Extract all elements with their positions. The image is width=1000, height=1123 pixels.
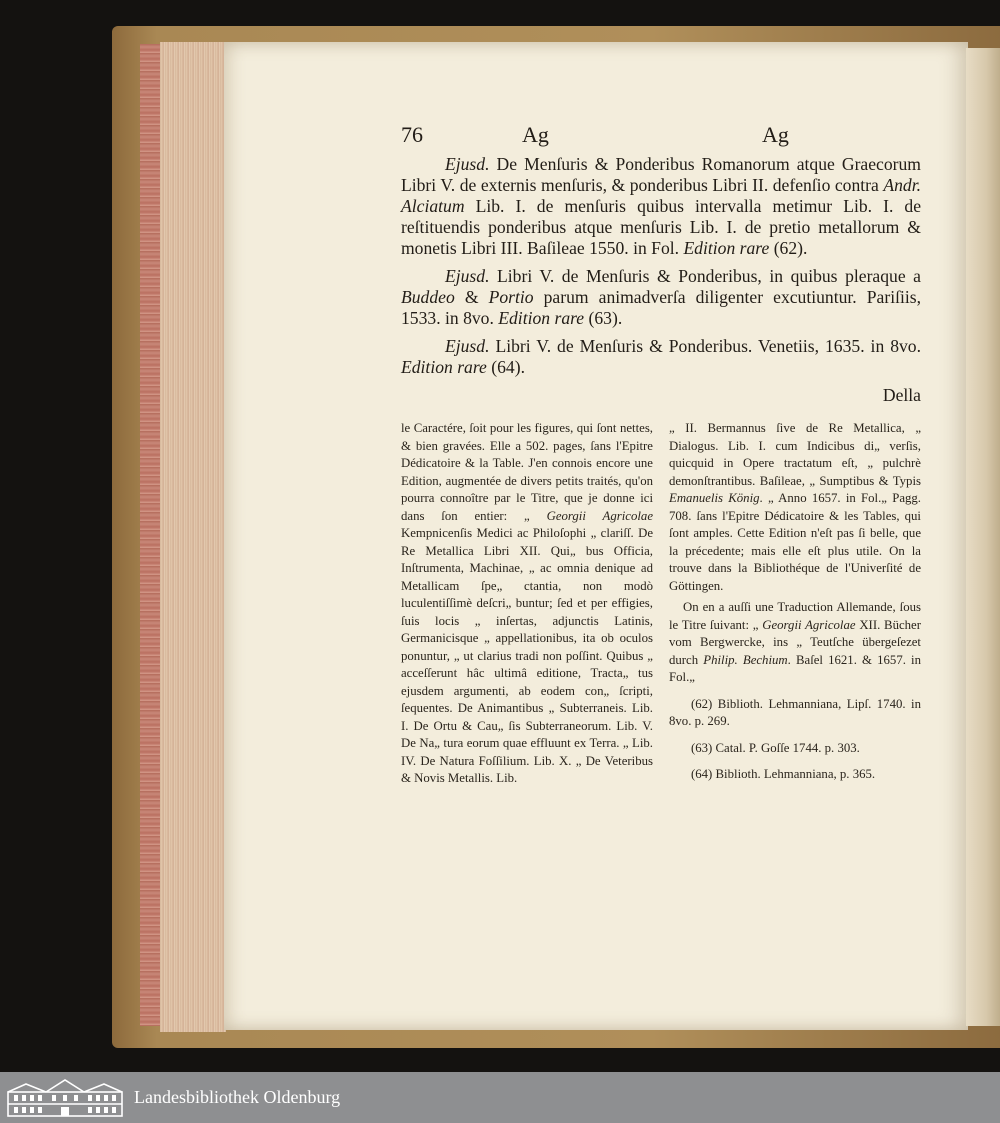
page-stack (160, 42, 226, 1032)
text: parum animadverſa diligenter excutiuntur. Pariſiis, 1533. in 8vo. (401, 287, 922, 328)
italic-text: Emanuelis König (669, 491, 760, 505)
italic-text: Georgii Agricolae (546, 508, 653, 523)
italic-text: Edition rare (401, 357, 487, 377)
italic-text: Buddeo (401, 287, 455, 307)
italic-text: Edition rare (683, 238, 770, 258)
text: (63). (584, 308, 623, 328)
left-column-text (401, 420, 653, 788)
library-building-icon (6, 1078, 124, 1118)
translation-paragraph (669, 599, 921, 687)
italic-text: Edition rare (498, 308, 585, 328)
text: Libri V. de Menſuris & Ponderibus. Venetiis, 1635. in 8vo. (489, 336, 921, 356)
right-column-text (669, 420, 921, 595)
text: (62). (769, 238, 808, 258)
italic-text: Philip. Bechium (703, 652, 788, 667)
text: (64). (486, 357, 525, 377)
text: De Menſuris & Ponderibus Romanorum atque Graecorum Libri V. de externis menſuris, & ponderibus Libri II. defenſio contra (401, 154, 921, 195)
library-name: Landesbibliothek Oldenburg (134, 1087, 341, 1107)
italic-text: Ejusd. (445, 266, 490, 286)
text: Libri V. de Menſuris & Ponderibus, in quibus pleraque a (489, 266, 921, 286)
footnote-64: (64) Biblioth. Lehmanniana, p. 365. (691, 767, 876, 781)
paragraph-1 (401, 154, 921, 259)
italic-text: Ejusd. (445, 336, 490, 356)
paragraph-3 (401, 336, 921, 378)
left-column (401, 420, 653, 788)
text: Lib. I. de menſuris quibus intervalla metimur Lib. I. de reſtituendis ponderibus atque menſuris Lib. I. de pretio metallorum & monetis Libri III. Baſileae 1550. in Fol. (401, 196, 921, 258)
running-header (401, 122, 921, 152)
text: le Caractére, ſoit pour les figures, qui ſont nettes, & bien gravées. Elle a 502. pages, ſans l'Epitre Dédicatoire & la Table. J'en connois encore une Edition, augmentée de divers petits traités, qu'on pourra connoître par le Titre, que je donne ici dans ſon entier: „ (401, 421, 653, 523)
facing-page-edge (966, 48, 1000, 1026)
text: . „ Anno 1657. in Fol.„ Pagg. 708. ſans l'Epitre Dédicatoire & les Tables, qui ſont amples. Cette Edition n'eſt pas ſi belle, que la précedente; mais elle eſt plus utile. On la trouve dans la Bibliothéque de l'Univerſité de Göttingen. (669, 491, 922, 593)
footnote-63: (63) Catal. P. Goſſe 1744. p. 303. (691, 740, 860, 755)
page-number: 76 (401, 122, 423, 147)
footnote-62: (62) Biblioth. Lehmanniana, Lipſ. 1740. in 8vo. p. 269. (669, 696, 921, 728)
main-text (401, 154, 921, 406)
text: . Baſel 1621. & 1657. in Fol.„ (669, 652, 921, 684)
library-footer-bar (0, 1072, 1000, 1123)
italic-text: Ejusd. (445, 154, 490, 174)
text: Kempnicenſis Medici ac Philoſophi „ clariſſ. De Re Metallica Libri XII. Qui„ bus Officia, Inſtrumenta, Machinae, „ ac omnia denique ad Metallicam ſpe„ ctantia, non modò luculentiſſimè deſcri„ buntur; ſed et per effigies, ſuis locis „ inſertas, adjunctis Latinis, Germanicisque „ appellationibus, ita ob oculos ponuntur, „ ut clarius tradi non poſſint. Quibus „ acceſſerunt hâc ultimâ editione, Tracta„ tus ejusdem argumenti, ab eodem con„ ſcripti, ſequentes. De Animantibus „ Subterraneis. Lib. I. De Ortu & Cau„ ſis Subterraneorum. Lib. V. De Na„ tura eorum quae effluunt ex Terra. „ Lib. IV. De Natura Foſſilium. Lib. X. „ De Veteribus & Novis Metallis. Lib. (401, 526, 653, 785)
italic-text: Portio (488, 287, 534, 307)
text: On en a auſſi une Traduction Allemande, ſous le Titre ſuivant: „ (669, 600, 921, 632)
text: & (454, 287, 489, 307)
text: XII. Bücher vom Bergwercke, ins „ Teutſche übergeſezet durch (669, 617, 921, 667)
header-right-word: Ag (762, 122, 789, 147)
italic-text: Andr. Alciatum (401, 175, 921, 216)
text: „ II. Bermannus ſive de Re Metallica, „ Dialogus. Lib. I. cum Indicibus di„ verſis, quicquid in Opere tractatum eſt, „ pulchrè demonſtrantibus. Baſileae, „ Sumptibus & Typis (669, 421, 921, 488)
paragraph-2 (401, 266, 921, 329)
header-left-word: Ag (522, 122, 549, 147)
right-column (669, 420, 921, 784)
catchword: Della (882, 385, 921, 405)
italic-text: Georgii Agricolae (762, 617, 856, 632)
